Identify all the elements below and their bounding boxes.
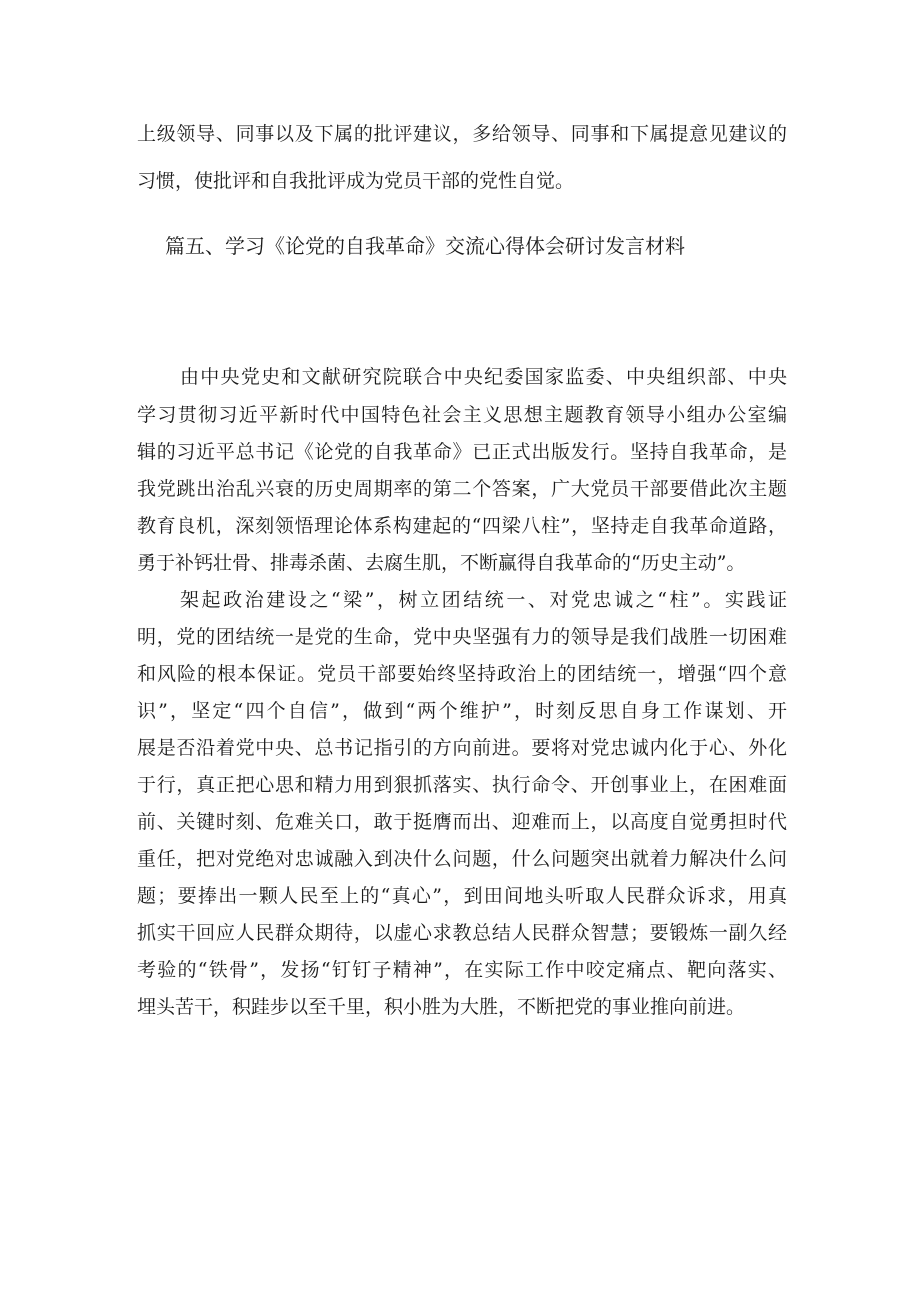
paragraph1-line-3: 辑的习近平总书记《论党的自我革命》已正式出版发行。坚持自我革命，是 [137,441,787,463]
paragraph2-line-9: 题；要捧出一颗人民至上的“真心”，到田间地头听取人民群众诉求，用真 [137,885,787,907]
intro-line-1: 上级领导、同事以及下属的批评建议，多给领导、同事和下属提意见建议的 [137,123,787,145]
paragraph1-line-6: 勇于补钙壮骨、排毒杀菌、去腐生肌，不断赢得自我革命的“历史主动”。 [137,552,746,574]
paragraph2-line-6: 于行，真正把心思和精力用到狠抓落实、执行命令、开创事业上，在困难面 [137,774,787,796]
paragraph2-line-3: 和风险的根本保证。党员干部要始终坚持政治上的团结统一，增强“四个意 [137,663,787,685]
paragraph2-line-7: 前、关键时刻、危难关口，敢于挺膺而出、迎难而上，以高度自觉勇担时代 [137,811,787,833]
paragraph2-line-12: 埋头苦干，积跬步以至千里，积小胜为大胜，不断把党的事业推向前进。 [137,996,746,1018]
paragraph2-line-5: 展是否沿着党中央、总书记指引的方向前进。要将对党忠诚内化于心、外化 [137,737,787,759]
paragraph1-line-5: 教育良机，深刻领悟理论体系构建起的“四梁八柱”，坚持走自我革命道路， [137,515,787,537]
intro-line-2: 习惯，使批评和自我批评成为党员干部的党性自觉。 [137,170,575,192]
paragraph2-line-1: 架起政治建设之“梁”，树立团结统一、对党忠诚之“柱”。实践证 [180,589,787,611]
paragraph1-line-2: 学习贯彻习近平新时代中国特色社会主义思想主题教育领导小组办公室编 [137,404,787,426]
paragraph2-line-10: 抓实干回应人民群众期待，以虚心求教总结人民群众智慧；要锻炼一副久经 [137,922,787,944]
paragraph1-line-1: 由中央党史和文献研究院联合中央纪委国家监委、中央组织部、中央 [180,366,787,388]
paragraph2-line-11: 考验的“铁骨”，发扬“钉钉子精神”，在实际工作中咬定痛点、靶向落实、 [137,959,787,981]
paragraph2-line-4: 识”，坚定“四个自信”，做到“两个维护”，时刻反思自身工作谋划、开 [137,700,787,722]
paragraph2-line-2: 明，党的团结统一是党的生命，党中央坚强有力的领导是我们战胜一切困难 [137,626,787,648]
paragraph2-line-8: 重任，把对党绝对忠诚融入到决什么问题，什么问题突出就着力解决什么问 [137,848,787,870]
paragraph1-line-4: 我党跳出治乱兴衰的历史周期率的第二个答案，广大党员干部要借此次主题 [137,478,787,500]
section-heading: 篇五、学习《论党的自我革命》交流心得体会研讨发言材料 [165,234,685,258]
